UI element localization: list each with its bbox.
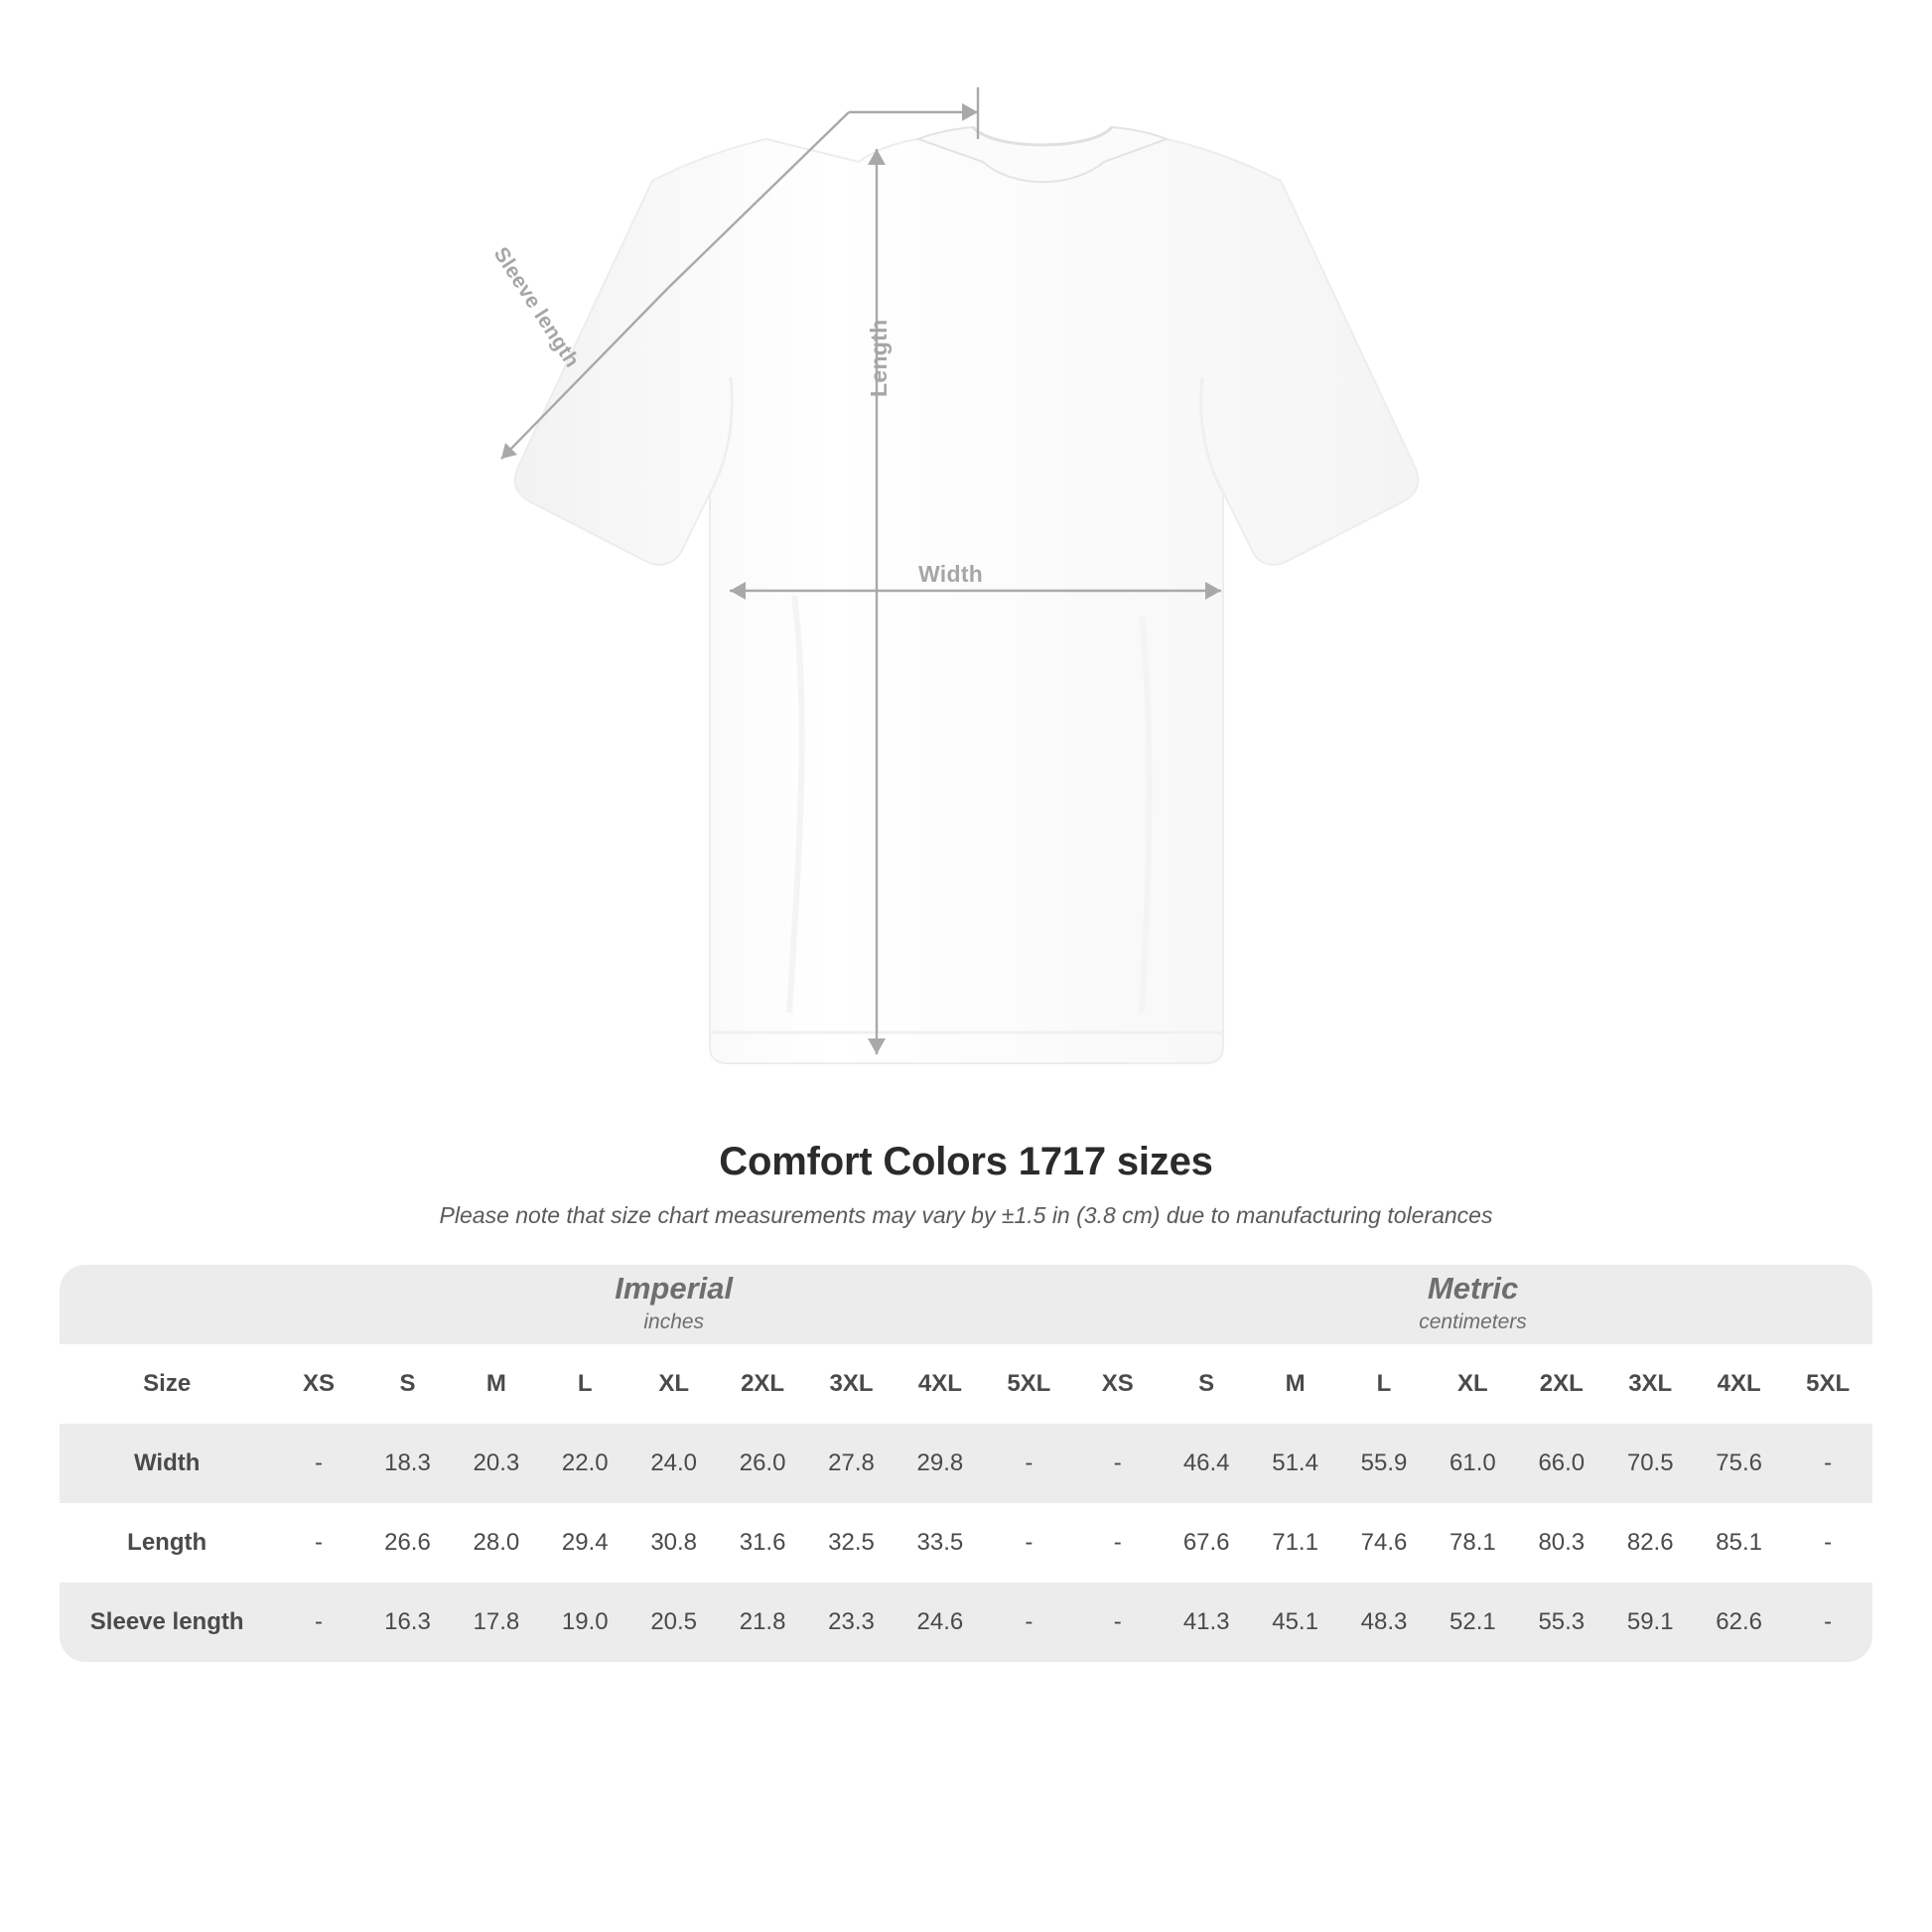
cell-sleeve-metric-m: 45.1 — [1251, 1583, 1339, 1662]
cell-sleeve-metric-5xl: - — [1783, 1583, 1872, 1662]
cell-width-metric-2xl: 66.0 — [1517, 1424, 1605, 1503]
header-metric-s: S — [1162, 1344, 1250, 1424]
cell-width-metric-3xl: 70.5 — [1606, 1424, 1695, 1503]
cell-width-imperial-l: 22.0 — [541, 1424, 629, 1503]
header-imperial-m: M — [452, 1344, 540, 1424]
header-metric-5xl: 5XL — [1783, 1344, 1872, 1424]
cell-sleeve-imperial-5xl: - — [985, 1583, 1073, 1662]
cell-width-imperial-m: 20.3 — [452, 1424, 540, 1503]
cell-length-imperial-xs: - — [274, 1503, 362, 1583]
table-row — [60, 1424, 1872, 1503]
metric-unit-sub: centimeters — [1419, 1311, 1527, 1334]
cell-length-imperial-s: 26.6 — [363, 1503, 452, 1583]
metric-unit-cell — [1073, 1265, 1872, 1344]
cell-width-imperial-3xl: 27.8 — [807, 1424, 896, 1503]
imperial-unit-title: Imperial — [615, 1271, 734, 1307]
imperial-unit-cell — [274, 1265, 1073, 1344]
cell-length-metric-xs: - — [1073, 1503, 1162, 1583]
cell-length-metric-s: 67.6 — [1162, 1503, 1250, 1583]
header-imperial-l: L — [541, 1344, 629, 1424]
sleeve-length-dimension-label: Sleeve length — [488, 243, 584, 372]
cell-width-metric-4xl: 75.6 — [1695, 1424, 1783, 1503]
size-chart-table — [60, 1265, 1872, 1662]
length-dimension-label: Length — [866, 319, 892, 397]
row-label-length: Length — [60, 1503, 274, 1583]
cell-sleeve-imperial-xl: 20.5 — [629, 1583, 718, 1662]
cell-length-metric-l: 74.6 — [1339, 1503, 1428, 1583]
cell-width-metric-m: 51.4 — [1251, 1424, 1339, 1503]
cell-length-imperial-l: 29.4 — [541, 1503, 629, 1583]
header-metric-l: L — [1339, 1344, 1428, 1424]
cell-width-imperial-2xl: 26.0 — [718, 1424, 806, 1503]
cell-width-imperial-5xl: - — [985, 1424, 1073, 1503]
size-chart-table-wrapper — [60, 1265, 1872, 1662]
row-label-width: Width — [60, 1424, 274, 1503]
cell-length-imperial-5xl: - — [985, 1503, 1073, 1583]
header-metric-xl: XL — [1429, 1344, 1517, 1424]
size-corner-label: Size — [60, 1344, 274, 1424]
header-imperial-xl: XL — [629, 1344, 718, 1424]
width-dimension-label: Width — [918, 561, 984, 587]
cell-width-imperial-xs: - — [274, 1424, 362, 1503]
cell-sleeve-imperial-2xl: 21.8 — [718, 1583, 806, 1662]
size-header-row — [60, 1344, 1872, 1424]
unit-header-row — [60, 1265, 1872, 1344]
cell-sleeve-imperial-m: 17.8 — [452, 1583, 540, 1662]
cell-sleeve-imperial-xs: - — [274, 1583, 362, 1662]
cell-length-imperial-m: 28.0 — [452, 1503, 540, 1583]
header-metric-2xl: 2XL — [1517, 1344, 1605, 1424]
cell-width-metric-5xl: - — [1783, 1424, 1872, 1503]
cell-sleeve-metric-l: 48.3 — [1339, 1583, 1428, 1662]
cell-length-imperial-4xl: 33.5 — [896, 1503, 984, 1583]
cell-width-metric-xs: - — [1073, 1424, 1162, 1503]
header-imperial-5xl: 5XL — [985, 1344, 1073, 1424]
cell-sleeve-imperial-4xl: 24.6 — [896, 1583, 984, 1662]
header-metric-m: M — [1251, 1344, 1339, 1424]
header-imperial-2xl: 2XL — [718, 1344, 806, 1424]
tshirt-shape — [515, 127, 1419, 1063]
cell-length-imperial-2xl: 31.6 — [718, 1503, 806, 1583]
cell-sleeve-metric-xl: 52.1 — [1429, 1583, 1517, 1662]
table-row — [60, 1503, 1872, 1583]
cell-sleeve-imperial-l: 19.0 — [541, 1583, 629, 1662]
cell-sleeve-imperial-3xl: 23.3 — [807, 1583, 896, 1662]
cell-width-metric-s: 46.4 — [1162, 1424, 1250, 1503]
cell-width-metric-l: 55.9 — [1339, 1424, 1428, 1503]
cell-sleeve-metric-3xl: 59.1 — [1606, 1583, 1695, 1662]
cell-length-imperial-xl: 30.8 — [629, 1503, 718, 1583]
table-row — [60, 1583, 1872, 1662]
header-metric-3xl: 3XL — [1606, 1344, 1695, 1424]
cell-sleeve-metric-xs: - — [1073, 1583, 1162, 1662]
cell-width-imperial-4xl: 29.8 — [896, 1424, 984, 1503]
header-metric-xs: XS — [1073, 1344, 1162, 1424]
header-imperial-xs: XS — [274, 1344, 362, 1424]
cell-length-metric-5xl: - — [1783, 1503, 1872, 1583]
row-label-sleeve-length: Sleeve length — [60, 1583, 274, 1662]
cell-width-metric-xl: 61.0 — [1429, 1424, 1517, 1503]
header-imperial-4xl: 4XL — [896, 1344, 984, 1424]
header-imperial-s: S — [363, 1344, 452, 1424]
cell-sleeve-imperial-s: 16.3 — [363, 1583, 452, 1662]
cell-length-imperial-3xl: 32.5 — [807, 1503, 896, 1583]
cell-length-metric-2xl: 80.3 — [1517, 1503, 1605, 1583]
cell-sleeve-metric-s: 41.3 — [1162, 1583, 1250, 1662]
cell-length-metric-m: 71.1 — [1251, 1503, 1339, 1583]
title-block — [0, 1140, 1932, 1229]
imperial-unit-sub: inches — [643, 1311, 705, 1334]
header-imperial-3xl: 3XL — [807, 1344, 896, 1424]
cell-length-metric-4xl: 85.1 — [1695, 1503, 1783, 1583]
page-title: Comfort Colors 1717 sizes — [719, 1140, 1213, 1183]
metric-unit-title: Metric — [1427, 1271, 1519, 1307]
unit-spacer-cell — [60, 1265, 274, 1344]
header-metric-4xl: 4XL — [1695, 1344, 1783, 1424]
tolerance-note: Please note that size chart measurements may vary by ±1.5 in (3.8 cm) due to manufacturing tolerances — [439, 1202, 1493, 1228]
cell-width-imperial-xl: 24.0 — [629, 1424, 718, 1503]
cell-length-metric-xl: 78.1 — [1429, 1503, 1517, 1583]
cell-sleeve-metric-2xl: 55.3 — [1517, 1583, 1605, 1662]
cell-sleeve-metric-4xl: 62.6 — [1695, 1583, 1783, 1662]
cell-length-metric-3xl: 82.6 — [1606, 1503, 1695, 1583]
cell-width-imperial-s: 18.3 — [363, 1424, 452, 1503]
